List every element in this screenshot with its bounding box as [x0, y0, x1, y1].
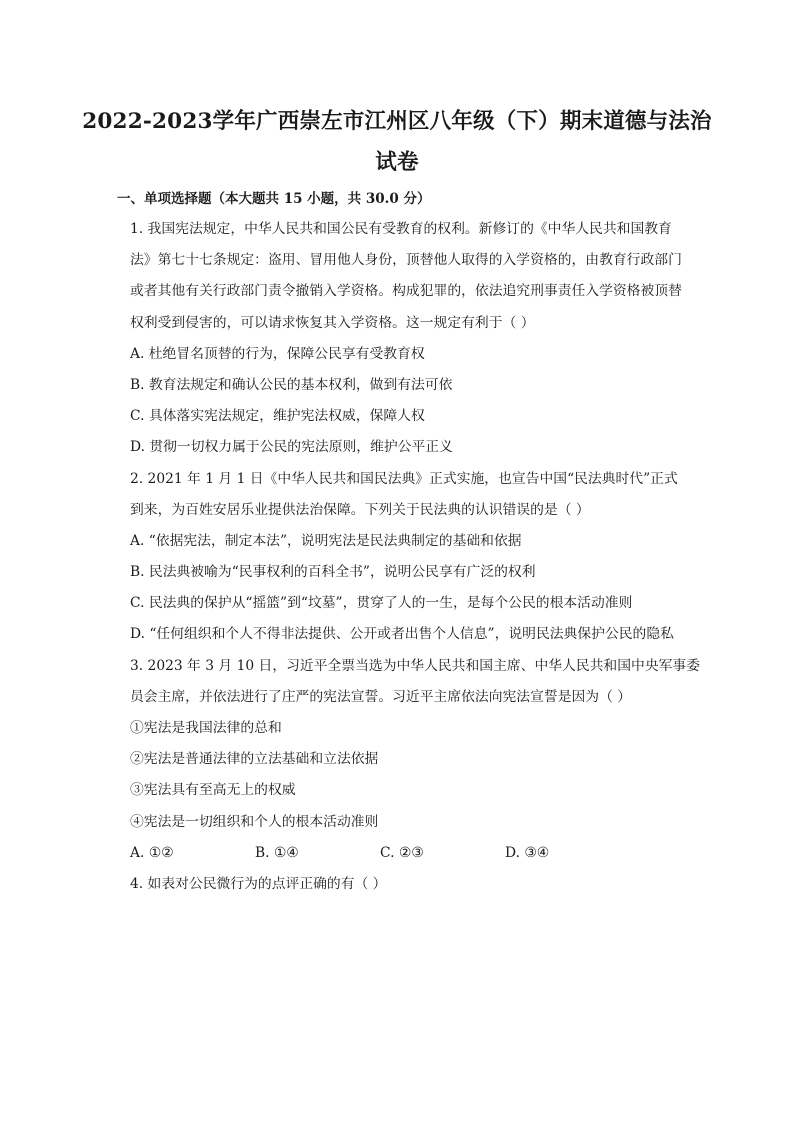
question-3-choice-d: D. ③④: [505, 844, 550, 861]
question-2-text-line: 到来，为百姓安居乐业提供法治保障。下列关于民法典的认识错误的是（ ）: [130, 501, 590, 518]
question-1-option-d: D. 贯彻一切权力属于公民的宪法原则，维护公平正义: [130, 439, 453, 456]
question-3-choice-c: C. ②③: [380, 844, 424, 861]
question-3-choice-a: A. ①②: [130, 844, 174, 861]
question-2-option-b: B. 民法典被喻为“民事权利的百科全书”，说明公民享有广泛的权利: [130, 564, 536, 581]
question-1-option-a: A. 杜绝冒名顶替的行为，保障公民享有受教育权: [130, 345, 425, 362]
question-4-text-line: 4. 如表对公民微行为的点评正确的有（ ）: [130, 875, 387, 892]
question-3-statement-3: ③宪法具有至高无上的权威: [130, 782, 296, 799]
question-3-choice-b: B. ①④: [255, 844, 299, 861]
question-2-option-c: C. 民法典的保护从“摇篮”到“坟墓”，贯穿了人的一生，是每个公民的根本活动准则: [130, 595, 633, 612]
question-list: [130, 214, 701, 900]
question-1-option-b: B. 教育法规定和确认公民的基本权利，做到有法可依: [130, 376, 453, 393]
question-3-choices: [130, 838, 696, 869]
question-1-text-line: 1. 我国宪法规定，中华人民共和国公民有受教育的权利。新修订的《中华人民共和国教育: [130, 221, 672, 237]
document-title-line-2: 试卷: [375, 150, 419, 175]
question-1-text-line: 权利受到侵害的，可以请求恢复其入学资格。这一规定有利于（ ）: [130, 314, 535, 331]
question-3-text-line: 3. 2023 年 3 月 10 日，习近平全票当选为中华人民共和国主席、中华人民共和国中央军事委: [130, 657, 701, 674]
document-title-line-1: 2022-2023学年广西崇左市江州区八年级（下）期末道德与法治: [82, 109, 712, 134]
question-2-text-line: 2. 2021 年 1 月 1 日《中华人民共和国民法典》正式实施，也宣告中国“民法典时代”正式: [130, 470, 678, 487]
question-1-text-line: 法》第七十七条规定：盗用、冒用他人身份，顶替他人取得的入学资格的，由教育行政部门: [130, 252, 682, 269]
question-2-option-a: A. “依据宪法，制定本法”，说明宪法是民法典制定的基础和依据: [130, 532, 522, 549]
question-3-text-line: 员会主席，并依法进行了庄严的宪法宣誓。习近平主席依法向宪法宣誓是因为（ ）: [130, 688, 632, 705]
section-heading: 一、单项选择题（本大题共 15 小题，共 30.0 分）: [117, 191, 431, 207]
question-1-option-c: C. 具体落实宪法规定，维护宪法权威，保障人权: [130, 408, 425, 425]
question-3-statement-2: ②宪法是普通法律的立法基础和立法依据: [130, 751, 379, 768]
question-3-statement-4: ④宪法是一切组织和个人的根本活动准则: [130, 813, 379, 830]
question-1-text-line: 或者其他有关行政部门责令撤销入学资格。构成犯罪的，依法追究刑事责任入学资格被顶替: [130, 283, 682, 300]
question-3-statement-1: ①宪法是我国法律的总和: [130, 720, 282, 736]
question-2-option-d: D. “任何组织和个人不得非法提供、公开或者出售个人信息”，说明民法典保护公民的隐私: [130, 626, 674, 643]
